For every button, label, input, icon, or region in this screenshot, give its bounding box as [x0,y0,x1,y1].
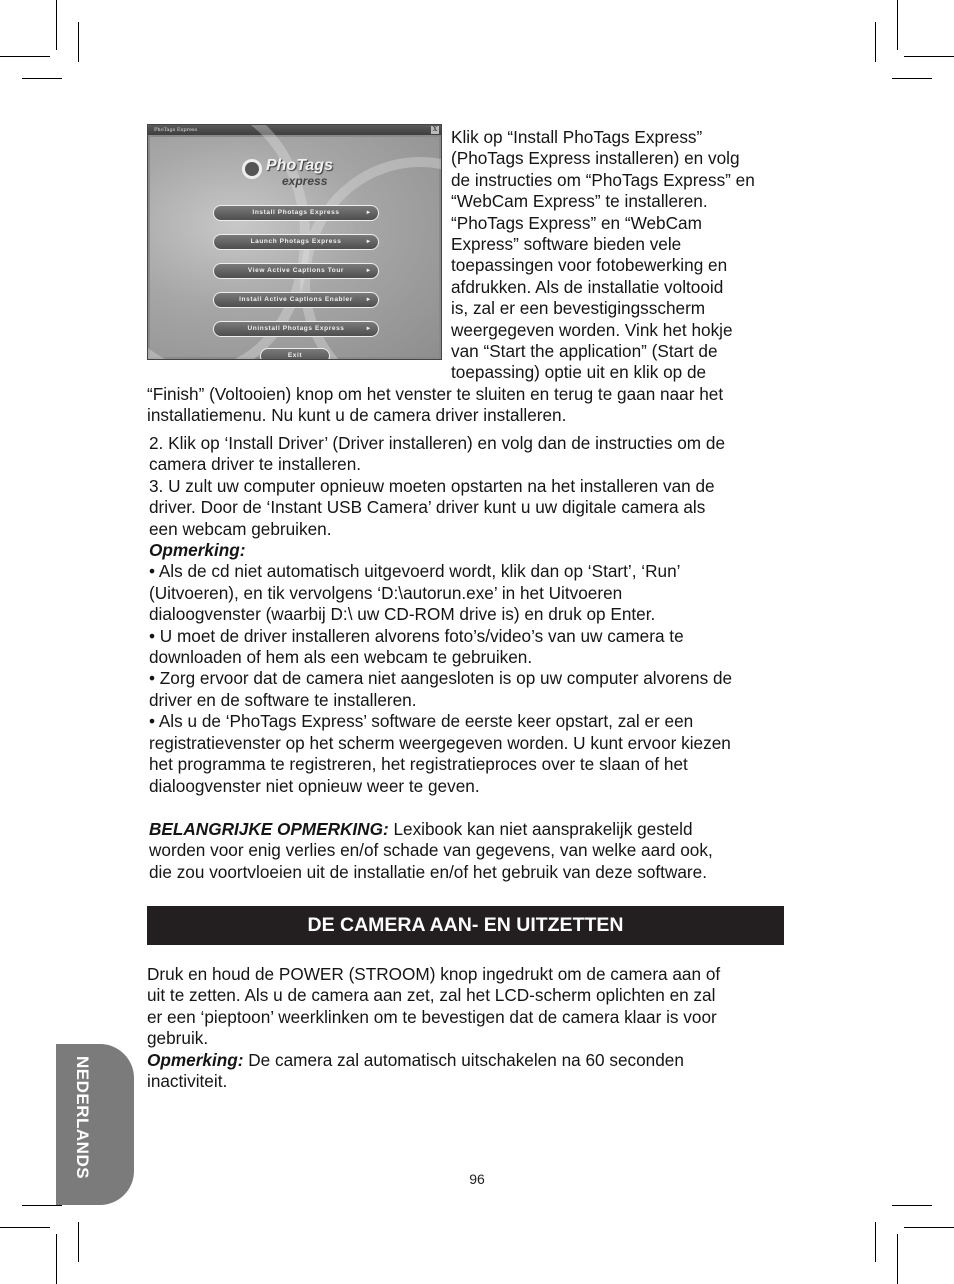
window-title: PhoTags Express [154,127,198,133]
crop-mark [56,1234,57,1284]
text-line: “WebCam Express” te installeren. [451,191,708,212]
crop-mark [904,1227,954,1228]
crop-mark [897,0,898,50]
close-icon[interactable]: X [432,126,438,133]
text-line: 3. U zult uw computer opnieuw moeten opstarten na het installeren van de [149,475,715,496]
crop-mark [875,22,876,62]
text-line: dialoogvenster (waarbij D:\ uw CD-ROM drive is) en druk op Enter. [149,604,656,625]
text-line: camera driver te installeren. [149,454,362,475]
text-line: van “Start the application” (Start de [451,341,718,362]
language-side-tab [56,1044,134,1205]
text-line: worden voor enig verlies en/of schade van gegevens, van welke aard ook, [149,840,713,861]
crop-mark [0,1227,50,1228]
power-note-label: Opmerking: [147,1049,244,1070]
text-line: Druk en houd de POWER (STROOM) knop ingedrukt om de camera aan of [147,964,721,984]
text-line: • Zorg ervoor dat de camera niet aangesloten is op uw computer alvorens de [149,668,733,689]
text-line: afdrukken. Als de installatie voltooid [451,276,724,297]
text-line: (PhoTags Express installeren) en volg [451,148,740,169]
intro-paragraph [451,127,755,384]
crop-mark [22,78,62,79]
text-line: driver. Door de ‘Instant USB Camera’ driver kunt u uw digitale camera als [149,497,706,518]
text-line: “PhoTags Express” en “WebCam [451,212,702,233]
important-label: BELANGRIJKE OPMERKING: [149,819,389,839]
text-line: • Als u de ‘PhoTags Express’ software de eerste keer opstart, zal er een [149,711,694,732]
exit-button[interactable]: Exit [260,348,330,360]
crop-mark [78,1222,79,1262]
install-captions-enabler-button[interactable]: Install Active Captions Enabler ► [213,292,379,308]
power-note-first-line: De camera zal automatisch uitschakelen na 60 seconden [243,1049,684,1070]
crop-mark [892,78,932,79]
crop-mark [904,56,954,57]
crop-mark [56,0,57,50]
play-arrow-icon: ► [365,268,372,274]
text-line: is, zal er een bevestigingsscherm [451,298,706,319]
text-line [147,1050,720,1071]
text-line: inactiviteit. [147,1071,228,1092]
text-line: toepassing) optie uit en klik op de [451,362,707,383]
text-line: • Als de cd niet automatisch uitgevoerd wordt, klik dan op ‘Start’, ‘Run’ [149,561,681,582]
crop-mark [897,1234,898,1284]
crop-mark [22,1205,62,1206]
text-line: die zou voortvloeien uit de installatie en/of het gebruik van deze software. [149,861,707,882]
view-captions-tour-button[interactable]: View Active Captions Tour ► [213,263,379,279]
uninstall-photags-button[interactable]: Uninstall Photags Express ► [213,321,379,337]
text-line [149,819,713,840]
installer-menu [150,137,439,357]
page-number: 96 [469,1171,485,1187]
text-line: “Finish” (Voltooien) knop om het venster te sluiten en terug te gaan naar het [147,384,724,404]
text-line: er een ‘pieptoon’ weerklinken om te bevestigen dat de camera klaar is voor [147,1006,717,1027]
note-label: Opmerking: [149,540,246,561]
crop-mark [892,1205,932,1206]
launch-photags-button[interactable]: Launch Photags Express ► [213,234,379,250]
play-arrow-icon: ► [365,210,372,216]
text-line: Express” software bieden vele [451,234,682,255]
text-line: gebruik. [147,1028,209,1049]
text-line: het programma te registreren, het registratieproces over te slaan of het [149,754,688,775]
section-heading: DE CAMERA AAN- EN UITZETTEN [147,906,784,945]
text-line: driver en de software te installeren. [149,689,417,710]
play-arrow-icon: ► [365,239,372,245]
photags-eye-icon [242,159,262,179]
text-line: dialoogvenster niet opnieuw weer te geven. [149,775,480,796]
crop-mark [875,1222,876,1262]
text-line: een webcam gebruiken. [149,518,332,539]
text-line: • U moet de driver installeren alvorens foto’s/video’s van uw camera te [149,625,684,646]
logo-sub-text: express [282,174,328,188]
crop-mark [0,56,50,57]
text-line: uit te zetten. Als u de camera aan zet, zal het LCD-scherm oplichten en zal [147,985,716,1006]
logo-main-text: PhoTags [266,157,333,174]
text-line: downloaden of hem als een webcam te gebruiken. [149,647,533,668]
steps-paragraph [149,433,732,797]
text-line: installatiemenu. Nu kunt u de camera driver installeren. [147,405,567,426]
important-note [149,819,713,883]
important-first-line: Lexibook kan niet aansprakelijk gesteld [388,819,693,839]
crop-mark [78,22,79,62]
text-line: de instructies om “PhoTags Express” en [451,169,755,190]
text-line: Klik op “Install PhoTags Express” [451,127,703,147]
power-paragraph [147,964,720,1092]
installer-screenshot [147,124,442,360]
text-line: toepassingen voor fotobewerking en [451,255,728,276]
play-arrow-icon: ► [365,326,372,332]
text-line: registratievenster op het scherm weergegeven worden. U kunt ervoor kiezen [149,732,731,753]
text-line: weergegeven worden. Vink het hokje [451,319,733,340]
play-arrow-icon: ► [365,297,372,303]
intro-continuation [147,384,723,427]
text-line: (Uitvoeren), en tik vervolgens ‘D:\autorun.exe’ in het Uitvoeren [149,582,623,603]
photags-logo [242,155,352,195]
install-photags-button[interactable]: Install Photags Express ► [213,205,379,221]
language-label: NEDERLANDS [73,1056,92,1180]
text-line: 2. Klik op ‘Install Driver’ (Driver installeren) en volg dan de instructies om de [149,433,726,453]
